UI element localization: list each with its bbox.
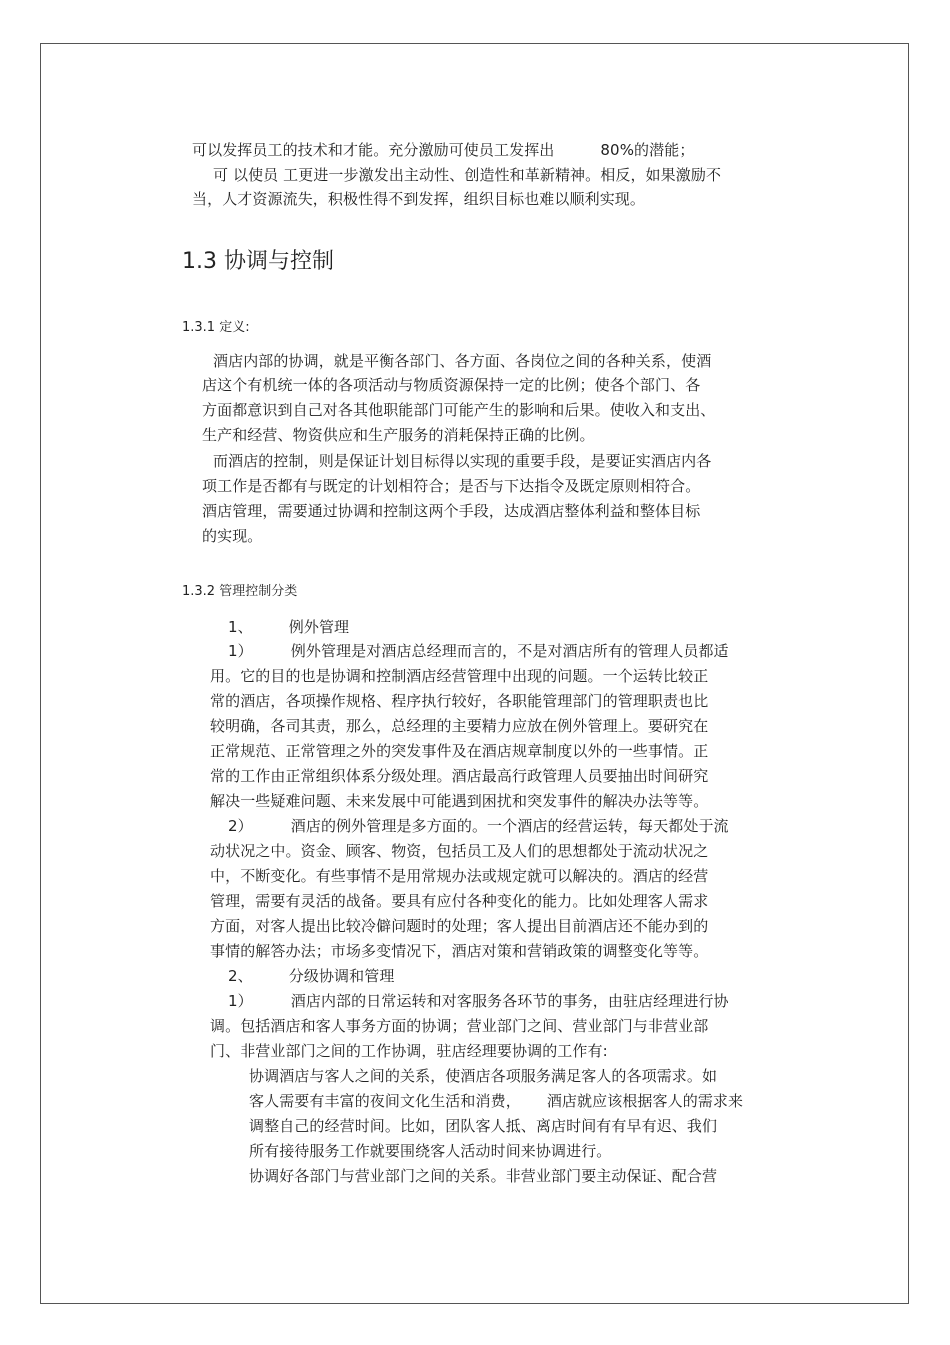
body-line: 常的酒店，各项操作规格、程序执行较好，各职能管理部门的管理职责也比 [210,692,709,710]
body-line: 解决一些疑难问题、未来发展中可能遇到困扰和突发事件的解决办法等等。 [210,792,709,810]
body-line: 协调好各部门与营业部门之间的关系。非营业部门要主动保证、配合营 [249,1167,718,1185]
list-number: 1） [228,992,253,1010]
body-line: 酒店内部的协调，就是平衡各部门、各方面、各岗位之间的各种关系，使酒 [213,352,712,370]
list-number: 1、 [228,618,253,636]
text-span: 酒店的例外管理是多方面的。一个酒店的经营运转，每天都处于流 [290,817,729,835]
body-line: 动状况之中。资金、顾客、物资，包括员工及人们的思想都处于流动状况之 [210,842,709,860]
text-span: 80%的潜能； [600,141,695,159]
body-line [192,138,694,162]
body-line: 的实现。 [202,527,263,545]
body-line: 管理，需要有灵活的战备。要具有应付各种变化的能力。比如处理客人需求 [210,892,709,910]
body-line [228,639,729,663]
body-line: 较明确，各司其责，那么，总经理的主要精力应放在例外管理上。要研究在 [210,717,709,735]
body-line: 当，人才资源流失，积极性得不到发挥，组织目标也难以顺利实现。 [192,190,646,208]
body-line: 协调酒店与客人之间的关系，使酒店各项服务满足客人的各项需求。如 [249,1067,718,1085]
body-line: 而酒店的控制，则是保证计划目标得以实现的重要手段，是要证实酒店内各 [213,452,712,470]
list-number: 2） [228,817,253,835]
body-line: 项工作是否都有与既定的计划相符合；是否与下达指令及既定原则相符合。 [202,477,701,495]
text-span: 例外管理是对酒店总经理而言的，不是对酒店所有的管理人员都适 [290,642,729,660]
list-number: 2、 [228,967,253,985]
list-item-heading [228,964,394,988]
body-line [228,814,729,838]
subsection-heading: 1.3.2 管理控制分类 [182,584,298,599]
body-line: 中，不断变化。有些事情不是用常规办法或规定就可以解决的。酒店的经营 [210,867,709,885]
body-line [228,989,729,1013]
list-title: 例外管理 [288,618,350,636]
body-line: 正常规范、正常管理之外的突发事件及在酒店规章制度以外的一些事情。正 [210,742,709,760]
list-title: 分级协调和管理 [288,967,395,985]
body-line [249,1089,743,1113]
body-line: 用。它的目的也是协调和控制酒店经营管理中出现的问题。一个运转比较正 [210,667,709,685]
section-heading: 1.3 协调与控制 [182,249,334,274]
text-span: 酒店内部的日常运转和对客服务各环节的事务，由驻店经理进行协 [290,992,729,1010]
body-line: 调。包括酒店和客人事务方面的协调；营业部门之间、营业部门与非营业部 [210,1017,709,1035]
text-span: 客人需要有丰富的夜间文化生活和消费， [249,1092,521,1110]
text-span: 可以发挥员工的技术和才能。充分激励可使员工发挥出 [192,141,555,159]
list-number: 1） [228,642,253,660]
body-line: 常的工作由正常组织体系分级处理。酒店最高行政管理人员要抽出时间研究 [210,767,709,785]
body-line: 店这个有机统一体的各项活动与物质资源保持一定的比例；使各个部门、各 [202,376,701,394]
body-line: 生产和经营、物资供应和生产服务的消耗保持正确的比例。 [202,426,595,444]
text-span: 酒店就应该根据客人的需求来 [546,1092,744,1110]
body-line: 事情的解答办法；市场多变情况下，酒店对策和营销政策的调整变化等等。 [210,942,709,960]
subsection-heading: 1.3.1 定义: [182,320,250,335]
body-line: 酒店管理，需要通过协调和控制这两个手段，达成酒店整体利益和整体目标 [202,502,701,520]
list-item-heading [228,615,349,639]
body-line: 所有接待服务工作就要围绕客人活动时间来协调进行。 [249,1142,612,1160]
body-line: 方面，对客人提出比较冷僻问题时的处理；客人提出目前酒店还不能办到的 [210,917,709,935]
body-line: 可 以使员 工更进一步激发出主动性、创造性和革新精神。相反，如果激励不 [213,166,722,184]
body-line: 门、非营业部门之间的工作协调，驻店经理要协调的工作有: [210,1042,608,1060]
body-line: 调整自己的经营时间。比如，团队客人抵、离店时间有有早有迟、我们 [249,1117,718,1135]
body-line: 方面都意识到自己对各其他职能部门可能产生的影响和后果。使收入和支出、 [202,401,716,419]
